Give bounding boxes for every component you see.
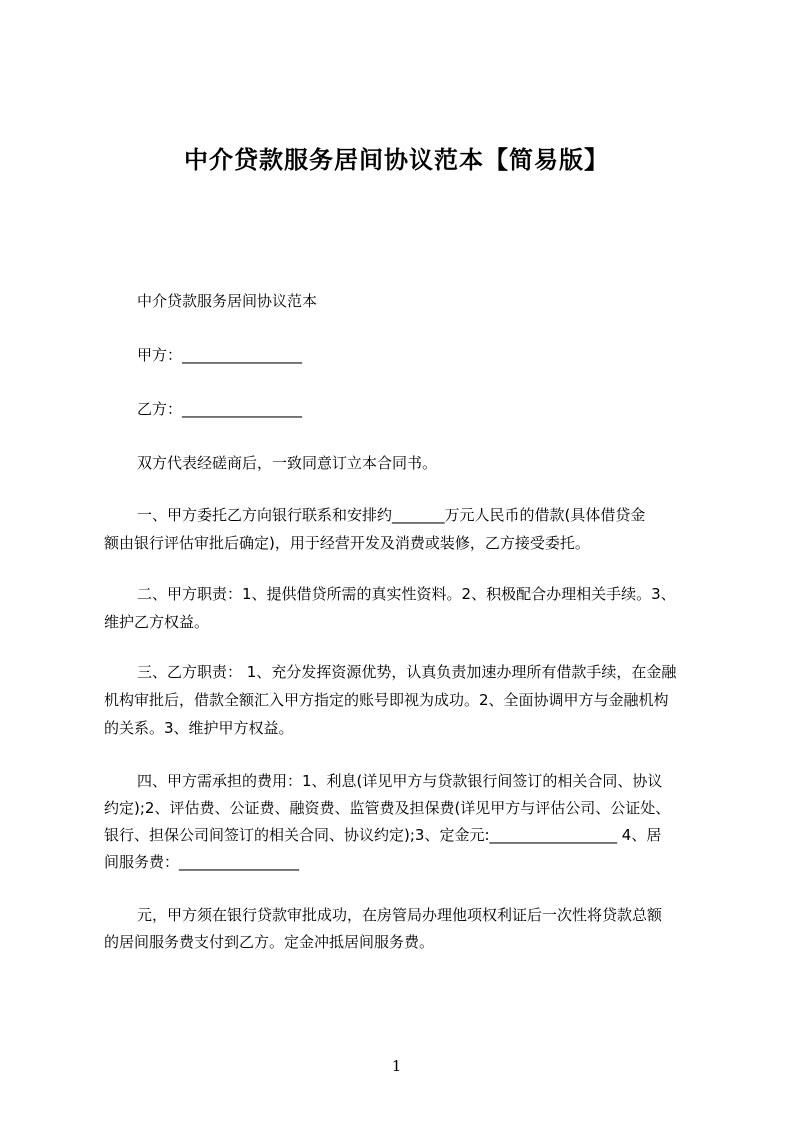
clause-1-line-1: 一、甲方委托乙方向银行联系和安排约_______万元人民币的借款(具体借贷金 (137, 506, 646, 524)
clause-5-line-2-wrap (0, 933, 700, 953)
clause-4-line-4: 间服务费：________________ (104, 853, 300, 871)
clause-4-line-2: 约定);2、评估费、公证费、融资费、监管费及担保费(详见甲方与评估公司、公证处、 (104, 799, 671, 817)
clause-1-line-2: 额由银行评估审批后确定)，用于经营开发及消费或装修，乙方接受委托。 (104, 534, 590, 552)
subtitle: 中介贷款服务居间协议范本 (137, 292, 318, 310)
clause-3-line-2-wrap (0, 691, 700, 711)
clause-4-line-2-wrap (0, 799, 700, 819)
clause-3-line-2: 机构审批后，借款全额汇入甲方指定的账号即视为成功。2、全面协调甲方与金融机构 (104, 691, 669, 709)
intro-paragraph: 双方代表经磋商后，一致同意订立本合同书。 (137, 454, 438, 472)
clause-4-line-4-wrap (0, 853, 700, 873)
clause-4-line-3-wrap (0, 826, 700, 846)
clause-2-line-1: 二、甲方职责：1、提供借贷所需的真实性资料。2、积极配合办理相关手续。3、 (137, 585, 676, 603)
clause-3-line-1-wrap (0, 663, 700, 683)
document-title: 中介贷款服务居间协议范本【简易版】 (184, 146, 609, 174)
clause-2-line-2: 维护乙方权益。 (104, 613, 210, 631)
clause-1-line-2-wrap (0, 534, 700, 554)
clause-5-line-1-wrap (0, 906, 700, 926)
clause-3-line-3: 的关系。3、维护甲方权益。 (104, 719, 294, 737)
clause-1-line-1-wrap (0, 506, 700, 526)
clause-5-line-2: 的居间服务费支付到乙方。定金冲抵居间服务费。 (104, 933, 435, 951)
party-a-line: 甲方：________________ (137, 346, 303, 364)
clause-3-line-3-wrap (0, 719, 700, 739)
clause-4-line-3: 银行、担保公司间签订的相关合同、协议约定);3、定金元:_________________ 4、居 (104, 826, 662, 844)
clause-4-line-1: 四、甲方需承担的费用：1、利息(详见甲方与贷款银行间签订的相关合同、协议 (137, 772, 663, 790)
clause-4-line-1-wrap (0, 772, 700, 792)
clause-3-line-1: 三、乙方职责： 1、充分发挥资源优势，认真负责加速办理所有借款手续，在金融 (137, 663, 677, 681)
clause-5-line-1: 元，甲方须在银行贷款审批成功，在房管局办理他项权利证后一次性将贷款总额 (137, 906, 663, 924)
page-number: 1 (391, 1057, 402, 1075)
clause-2-line-1-wrap (0, 585, 700, 605)
clause-2-line-2-wrap (0, 613, 700, 633)
party-b-line: 乙方：________________ (137, 400, 303, 418)
